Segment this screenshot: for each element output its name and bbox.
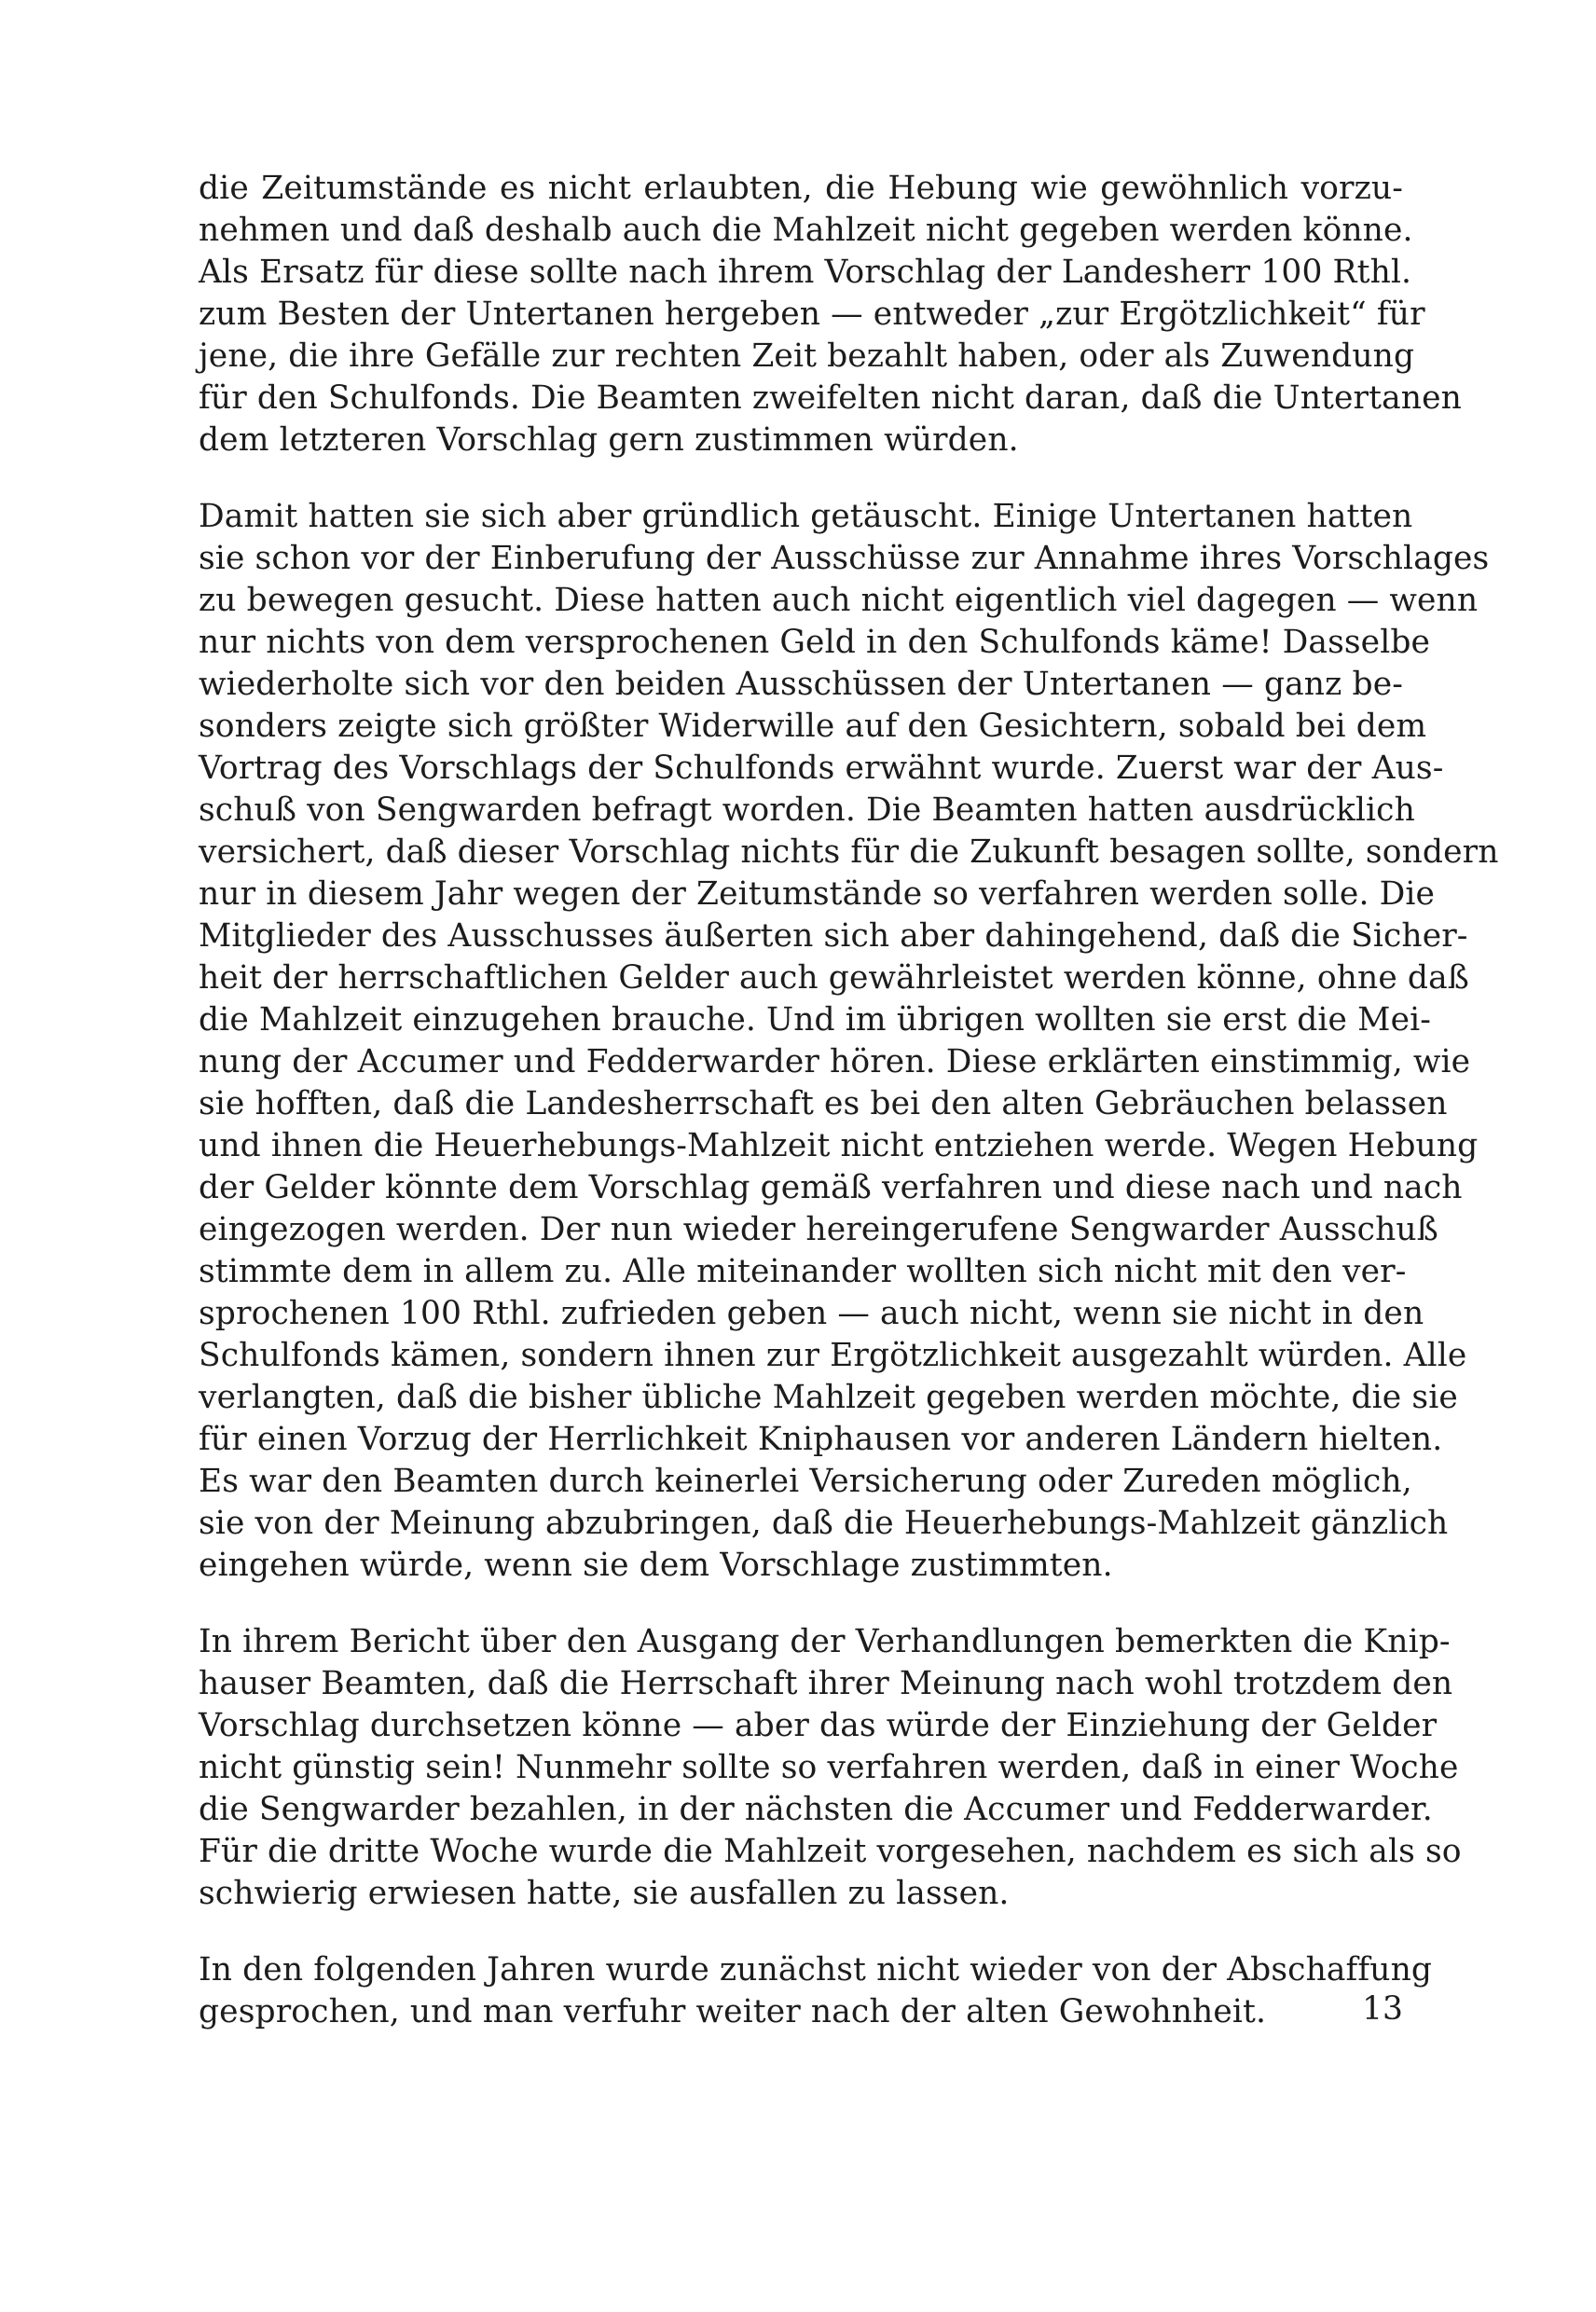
text-line: nehmen und daß deshalb auch die Mahlzeit nicht gegeben werden könne. bbox=[199, 212, 1413, 249]
text-line: eingezogen werden. Der nun wieder hereingerufene Sengwarder Ausschuß bbox=[199, 1211, 1438, 1248]
text-line: schwierig erwiesen hatte, sie ausfallen zu lassen. bbox=[199, 1875, 1010, 1912]
text-line: eingehen würde, wenn sie dem Vorschlage zustimmten. bbox=[199, 1547, 1113, 1584]
text-line: Damit hatten sie sich aber gründlich getäuscht. Einige Untertanen hatten bbox=[199, 498, 1413, 535]
text-line: In ihrem Bericht über den Ausgang der Verhandlungen bemerkten die Knip- bbox=[199, 1623, 1451, 1660]
text-line: dem letzteren Vorschlag gern zustimmen würden. bbox=[199, 421, 1019, 459]
paragraph bbox=[199, 1949, 1433, 2033]
text-line: für den Schulfonds. Die Beamten zweifelten nicht daran, daß die Untertanen bbox=[199, 379, 1462, 417]
text-line: nur in diesem Jahr wegen der Zeitumstände so verfahren werden solle. Die bbox=[199, 875, 1435, 913]
text-line: nur nichts von dem versprochenen Geld in den Schulfonds käme! Dasselbe bbox=[199, 624, 1431, 661]
body-text bbox=[199, 168, 1499, 2068]
text-line: zum Besten der Untertanen hergeben — entweder „zur Ergötzlichkeit“ für bbox=[199, 296, 1425, 333]
text-line: versichert, daß dieser Vorschlag nichts für die Zukunft besagen sollte, sondern bbox=[199, 833, 1499, 871]
text-line: Vortrag des Vorschlags der Schulfonds erwähnt wurde. Zuerst war der Aus- bbox=[199, 750, 1444, 787]
text-line: sie von der Meinung abzubringen, daß die Heuerhebungs-Mahlzeit gänzlich bbox=[199, 1505, 1449, 1542]
text-line: die Sengwarder bezahlen, in der nächsten die Accumer und Fedderwarder. bbox=[199, 1791, 1433, 1828]
text-line: Vorschlag durchsetzen könne — aber das würde der Einziehung der Gelder bbox=[199, 1707, 1438, 1744]
paragraph bbox=[199, 1621, 1462, 1915]
text-line: gesprochen, und man verfuhr weiter nach der alten Gewohnheit. bbox=[199, 1993, 1267, 2030]
text-line: stimmte dem in allem zu. Alle miteinander wollten sich nicht mit den ver- bbox=[199, 1253, 1407, 1290]
text-line: verlangten, daß die bisher übliche Mahlzeit gegeben werden möchte, die sie bbox=[199, 1379, 1458, 1416]
page-number: 13 bbox=[1362, 1990, 1403, 2028]
text-line: sonders zeigte sich größter Widerwille auf den Gesichtern, sobald bei dem bbox=[199, 708, 1427, 745]
text-line: Als Ersatz für diese sollte nach ihrem Vorschlag der Landesherr 100 Rthl. bbox=[199, 254, 1412, 291]
text-line: schuß von Sengwarden befragt worden. Die Beamten hatten ausdrücklich bbox=[199, 791, 1415, 829]
text-line: wiederholte sich vor den beiden Ausschüssen der Untertanen — ganz be- bbox=[199, 666, 1403, 703]
text-line: jene, die ihre Gefälle zur rechten Zeit bezahlt haben, oder als Zuwendung bbox=[199, 337, 1415, 375]
paragraph bbox=[199, 496, 1499, 1587]
paragraph bbox=[199, 168, 1462, 461]
text-line: für einen Vorzug der Herrlichkeit Kniphausen vor anderen Ländern hielten. bbox=[199, 1421, 1443, 1458]
text-line: heit der herrschaftlichen Gelder auch gewährleistet werden könne, ohne daß bbox=[199, 959, 1469, 997]
text-line: Schulfonds kämen, sondern ihnen zur Ergötzlichkeit ausgezahlt würden. Alle bbox=[199, 1337, 1467, 1374]
text-line: sprochenen 100 Rthl. zufrieden geben — auch nicht, wenn sie nicht in den bbox=[199, 1295, 1424, 1332]
text-line: sie schon vor der Einberufung der Ausschüsse zur Annahme ihres Vorschlages bbox=[199, 540, 1490, 577]
text-line: In den folgenden Jahren wurde zunächst nicht wieder von der Abschaffung bbox=[199, 1951, 1433, 1989]
text-line: Es war den Beamten durch keinerlei Versicherung oder Zureden möglich, bbox=[199, 1463, 1412, 1500]
text-line: nung der Accumer und Fedderwarder hören. Diese erklärten einstimmig, wie bbox=[199, 1043, 1471, 1080]
text-line: die Zeitumstände es nicht erlaubten, die Hebung wie gewöhnlich vorzu- bbox=[199, 170, 1403, 207]
text-line: die Mahlzeit einzugehen brauche. Und im übrigen wollten sie erst die Mei- bbox=[199, 1001, 1431, 1039]
text-line: sie hofften, daß die Landesherrschaft es bei den alten Gebräuchen belassen bbox=[199, 1085, 1448, 1122]
text-line: zu bewegen gesucht. Diese hatten auch nicht eigentlich viel dagegen — wenn bbox=[199, 582, 1479, 619]
text-line: der Gelder könnte dem Vorschlag gemäß verfahren und diese nach und nach bbox=[199, 1169, 1463, 1206]
text-line: hauser Beamten, daß die Herrschaft ihrer Meinung nach wohl trotzdem den bbox=[199, 1665, 1453, 1702]
text-line: und ihnen die Heuerhebungs-Mahlzeit nicht entziehen werde. Wegen Hebung bbox=[199, 1127, 1479, 1164]
text-line: nicht günstig sein! Nunmehr sollte so verfahren werden, daß in einer Woche bbox=[199, 1749, 1459, 1786]
text-line: Für die dritte Woche wurde die Mahlzeit vorgesehen, nachdem es sich als so bbox=[199, 1833, 1462, 1870]
text-line: Mitglieder des Ausschusses äußerten sich aber dahingehend, daß die Sicher- bbox=[199, 917, 1468, 955]
